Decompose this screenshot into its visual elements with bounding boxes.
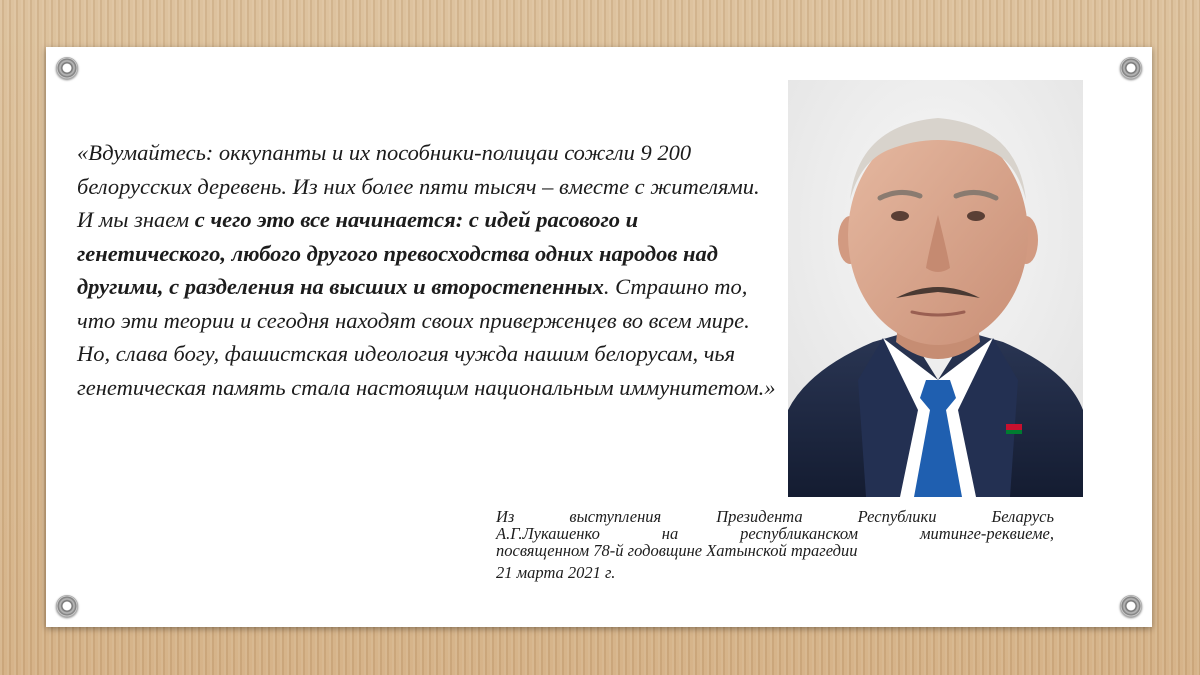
quote-text bbox=[77, 136, 777, 404]
portrait-icon bbox=[788, 80, 1083, 497]
quote-part-2: . Страшно то, что эти теории и сегодня находят своих приверженцев во всем мире. Но, слава богу, фашистская идеология чужда нашим белорусам, чья генетическая память стала настоящим национальным иммунитетом.» bbox=[77, 274, 776, 400]
grommet-icon bbox=[56, 57, 78, 79]
source-line-3: посвященном 78-й годовщине Хатынской трагедии bbox=[496, 541, 858, 560]
grommet-icon bbox=[56, 595, 78, 617]
grommet-icon bbox=[1120, 595, 1142, 617]
source-date: 21 марта 2021 г. bbox=[496, 563, 616, 582]
grommet-icon bbox=[1120, 57, 1142, 79]
portrait-photo bbox=[788, 80, 1083, 497]
quote-bold-part: с чего это все начинается: с идей расового и генетического, любого другого превосходства одних народов над другими, с разделения на высших и второстепенных bbox=[77, 207, 718, 299]
source-line-2: А.Г.Лукашенко на республиканском митинге-реквиеме, bbox=[496, 524, 1054, 543]
slide-card bbox=[46, 47, 1152, 627]
source-line-1: Из выступления Президента Республики Беларусь bbox=[496, 507, 1054, 526]
quote-part-1: «Вдумайтесь: оккупанты и их пособники-полицаи сожгли 9 200 белорусских деревень. Из них более пяти тысяч – вместе с жителями. И мы знаем bbox=[77, 140, 760, 232]
source-caption bbox=[496, 508, 1054, 581]
